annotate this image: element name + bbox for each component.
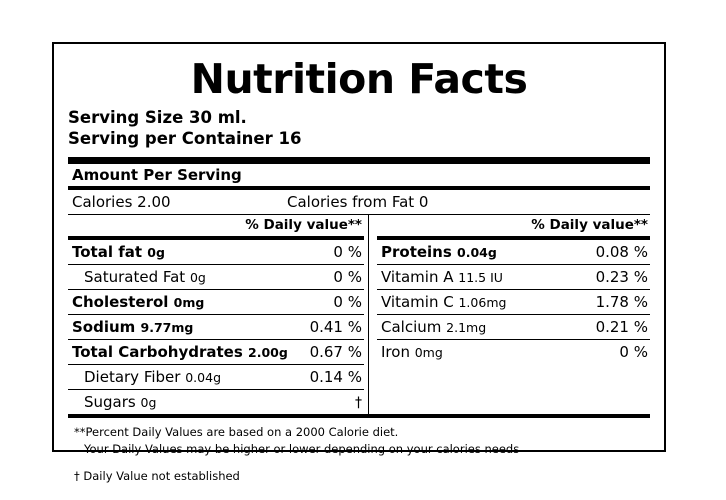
page-title: Nutrition Facts (190, 55, 528, 103)
table-row (68, 339, 364, 364)
nutrient-dv: 0 % (333, 268, 362, 287)
calories-value: Calories 2.00 (72, 193, 171, 212)
nutrient-dv: 1.78 % (595, 293, 648, 312)
nutrient-label: Vitamin A (381, 268, 454, 287)
nutrient-amount: 0g (140, 395, 157, 411)
nutrient-name (72, 393, 355, 411)
table-row (377, 314, 650, 339)
nutrient-label: Proteins (381, 243, 452, 262)
nutrient-name (72, 293, 333, 311)
serving-info (68, 107, 650, 149)
nutrient-name (72, 268, 333, 286)
nutrition-facts-label (52, 42, 666, 483)
nutrient-amount: 0g (189, 270, 206, 286)
nutrient-dv: 0.41 % (309, 318, 362, 337)
amount-per-serving: Amount Per Serving (72, 166, 242, 185)
table-row (68, 289, 364, 314)
table-row (68, 264, 364, 289)
nutrient-amount: 0g (147, 245, 165, 261)
table-row (377, 236, 650, 264)
nutrient-dv: 0.08 % (595, 243, 648, 262)
table-row (68, 389, 364, 414)
nutrient-label: Sodium (72, 318, 136, 337)
table-row (68, 236, 364, 264)
calories-row (68, 190, 650, 214)
nutrient-name (72, 343, 310, 361)
nutrient-column-right (368, 215, 650, 414)
footnote-block (68, 418, 650, 484)
nutrient-dv: 0 % (333, 243, 362, 262)
nutrient-amount: 0.04g (457, 245, 497, 261)
serving-size: Serving Size 30 ml. (68, 108, 247, 128)
nutrient-dv: † (355, 395, 362, 412)
daily-value-header-left: % Daily value** (245, 217, 362, 234)
nutrient-name (381, 318, 596, 336)
nutrient-label: Iron (381, 343, 410, 362)
table-row (377, 289, 650, 314)
nutrient-label: Vitamin C (381, 293, 454, 312)
divider-thick-top (68, 157, 650, 164)
footnote-line-1: **Percent Daily Values are based on a 2000 Calorie diet. (74, 425, 399, 440)
table-row (377, 264, 650, 289)
nutrient-label: Saturated Fat (84, 268, 186, 287)
nutrient-label: Total Carbohydrates (72, 343, 243, 362)
nutrient-dv: 0.67 % (309, 343, 362, 362)
nutrient-name (381, 343, 619, 361)
table-row (68, 314, 364, 339)
nutrient-name (381, 268, 596, 286)
nutrient-amount: 1.06mg (458, 295, 507, 311)
nutrient-column-left (68, 215, 368, 414)
daily-value-header-right: % Daily value** (531, 217, 648, 234)
nutrient-label: Sugars (84, 393, 136, 412)
nutrient-amount: 2.1mg (446, 320, 487, 336)
serving-per-container: Serving per Container 16 (68, 129, 302, 149)
nutrient-dv: 0.23 % (595, 268, 648, 287)
table-row (377, 339, 650, 364)
nutrient-name (381, 243, 596, 261)
nutrient-dv: 0.14 % (309, 368, 362, 387)
nutrient-columns (68, 215, 650, 414)
footnote-line-3: † Daily Value not established (74, 468, 240, 483)
footnote-line-2: Your Daily Values may be higher or lower depending on your calories needs (84, 441, 520, 456)
nutrient-name (72, 243, 333, 261)
nutrient-dv: 0 % (333, 293, 362, 312)
nutrient-name (381, 293, 596, 311)
table-row (68, 364, 364, 389)
nutrient-amount: 0mg (173, 295, 205, 311)
nutrient-amount: 2.00g (248, 345, 288, 361)
nutrient-label: Calcium (381, 318, 442, 337)
nutrient-amount: 9.77mg (140, 320, 194, 336)
nutrient-label: Dietary Fiber (84, 368, 181, 387)
nutrient-label: Cholesterol (72, 293, 169, 312)
nutrient-label: Total fat (72, 243, 143, 262)
calories-from-fat: Calories from Fat 0 (287, 193, 429, 212)
nutrient-dv: 0 % (619, 343, 648, 362)
nutrient-name (72, 368, 310, 386)
nutrient-name (72, 318, 310, 336)
nutrient-dv: 0.21 % (595, 318, 648, 337)
nutrient-amount: 0mg (414, 345, 443, 361)
nutrient-amount: 11.5 IU (458, 270, 503, 286)
nutrient-amount: 0.04g (185, 370, 222, 386)
